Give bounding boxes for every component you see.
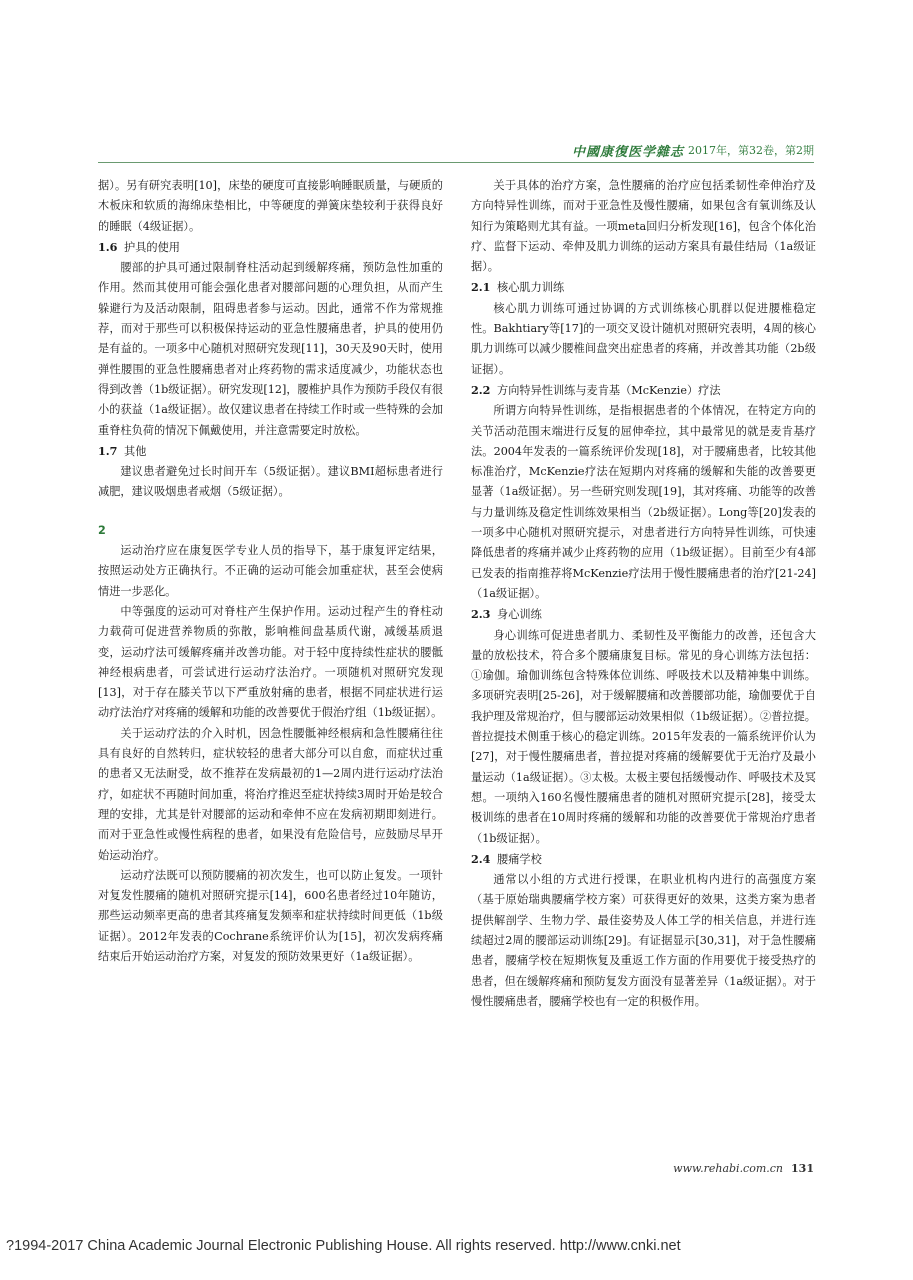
section-title: 核心肌力训练 [497, 281, 565, 295]
section-number: 1.6 [98, 239, 118, 254]
paragraph: 运动疗法既可以预防腰痛的初次发生，也可以防止复发。一项针对复发性腰痛的随机对照研究提示[14]，600名患者经过10年随访，那些运动频率更高的患者其疼痛复发频率和症状持续时间更低（1b级证据）。2012年发表的Cochrane系统评价认为[15]，初次发病疼痛结束后开始运动治疗方案，对复发的预防效果更好（1a级证据）。 [98, 868, 443, 963]
copyright-notice: ?1994-2017 China Academic Journal Electronic Publishing House. All rights reserved. http://www.cnki.net [6, 1238, 681, 1254]
paragraph: 关于运动疗法的介入时机，因急性腰骶神经根病和急性腰痛往往具有良好的自然转归，症状较轻的患者大部分可以自愈，而症状过重的患者又无法耐受，故不推荐在发病最初的1—2周内进行运动疗法治疗，如症状不再随时间加重，将治疗推迟至症状持续3周时开始是较合理的安排，尤其是针对腰部的运动和牵伸不应在发病初期即刻进行。而对于亚急性或慢性病程的患者，如果没有危险信号，应鼓励尽早开始运动治疗。 [98, 726, 443, 862]
paragraph: 通常以小组的方式进行授课，在职业机构内进行的高强度方案（基于原始瑞典腰痛学校方案）可获得更好的效果，这类方案为患者提供解剖学、生物力学、最佳姿势及人体工学的相关信息，并进行连续超过2周的腰部运动训练[29]。有证据显示[30,31]，对于急性腰痛患者，腰痛学校在短期恢复及重返工作方面的作用要优于接受热疗的患者，但在缓解疼痛和预防复发方面没有显著差异（1a级证据）。对于慢性腰痛患者，腰痛学校也有一定的积极作用。 [471, 873, 816, 1008]
section-number: 2.3 [471, 607, 491, 622]
section-heading-2-1 [471, 277, 816, 298]
paragraph: 身心训练可促进患者肌力、柔韧性及平衡能力的改善，还包含大量的放松技术，符合多个腰痛康复目标。常见的身心训练方法包括：①瑜伽。瑜伽训练包含特殊体位训练、呼吸技术以及精神集中训练。多项研究表明[25-26]，对于缓解腰痛和改善腰部功能，瑜伽要优于自我护理及常规治疗，但与腰部运动效果相似（1b级证据）。②普拉提。普拉提技术侧重于核心的稳定训练。2015年发表的一篇系统评价认为[27]，对于慢性腰痛患者，普拉提对疼痛的缓解要优于无治疗及最小量运动（1a级证据）。③太极。太极主要包括缓慢动作、呼吸技术及冥想。一项纳入160名慢性腰痛患者的随机对照研究提示[28]，接受太极训练的患者在10周时疼痛的缓解和功能的改善要优于常规治疗患者（1b级证据）。 [471, 628, 816, 845]
header-divider [98, 162, 814, 163]
left-column [98, 176, 443, 967]
section-title: 护具的使用 [124, 240, 180, 254]
paragraph: 中等强度的运动可对脊柱产生保护作用。运动过程产生的脊柱动力载荷可促进营养物质的弥散，影响椎间盘基质代谢，减缓基质退变，运动疗法可缓解疼痛并改善功能。对于轻中度持续性症状的腰骶神经根病患者，可尝试进行运动疗法治疗。一项随机对照研究发现[13]，对于存在膝关节以下严重放射痛的患者，根据不同症状进行运动疗法治疗对疼痛的缓解和功能的改善要优于假治疗组（1b级证据）。 [98, 604, 443, 720]
issue-info: 2017年，第32卷，第2期 [688, 144, 814, 157]
section-number: 1.7 [98, 443, 118, 458]
paragraph: 运动治疗应在康复医学专业人员的指导下，基于康复评定结果，按照运动处方正确执行。不正确的运动可能会加重症状，甚至会使病情进一步恶化。 [98, 544, 443, 598]
section-number: 2.1 [471, 280, 491, 295]
paragraph: 建议患者避免过长时间开车（5级证据）。建议BMI超标患者进行减肥，建议吸烟患者戒烟（5级证据）。 [98, 465, 443, 499]
section-title: 方向特异性训练与麦肯基（McKenzie）疗法 [497, 383, 721, 397]
running-header [560, 140, 814, 160]
paragraph: 据）。另有研究表明[10]，床垫的硬度可直接影响睡眠质量，与硬质的木板床和软质的海绵床垫相比，中等硬度的弹簧床垫较利于获得良好的睡眠（4级证据）。 [98, 179, 443, 233]
section-heading-2: 2 [98, 523, 106, 537]
section-heading-1-6 [98, 237, 443, 258]
section-title: 其他 [124, 444, 147, 458]
section-number: 2.4 [471, 851, 491, 866]
page-number: 131 [791, 1162, 814, 1175]
section-heading-2-2 [471, 380, 816, 401]
section-heading-2-4 [471, 849, 816, 870]
paragraph: 腰部的护具可通过限制脊柱活动起到缓解疼痛，预防急性加重的作用。然而其使用可能会强化患者对腰部问题的心理负担，从而产生躲避行为及活动限制，阻碍患者参与运动。因此，通常不作为常规推荐，而对于那些可以积极保持运动的亚急性腰痛患者，护具的使用仍是有益的。一项多中心随机对照研究发现[11]，30天及90天时，使用弹性腰围的亚急性腰痛患者对止疼药物的需求适度减少，功能状态也得到改善（1b级证据）。研究发现[12]，腰椎护具作为预防手段仅有很小的获益（1a级证据）。故仅建议患者在持续工作时或一些特殊的会加重脊柱负荷的情况下佩戴使用，并注意需要定时放松。 [98, 261, 443, 437]
page-footer [560, 1162, 814, 1175]
section-number: 2.2 [471, 382, 491, 397]
journal-url: www.rehabi.com.cn [673, 1162, 784, 1175]
section-title: 身心训练 [497, 608, 542, 622]
right-column [471, 176, 816, 1012]
paragraph: 核心肌力训练可通过协调的方式训练核心肌群以促进腰椎稳定性。Bakhtiary等[17]的一项交叉设计随机对照研究表明，4周的核心肌力训练可以减少腰椎间盘突出症患者的疼痛，并改善其功能（2b级证据）。 [471, 301, 816, 376]
section-heading-1-7 [98, 441, 443, 462]
section-title: 腰痛学校 [497, 852, 542, 866]
section-heading-2-3 [471, 604, 816, 625]
paragraph: 关于具体的治疗方案，急性腰痛的治疗应包括柔韧性牵伸治疗及方向特异性训练，而对于亚急性及慢性腰痛，如果包含有氧训练及认知行为策略则尤其有益。一项meta回归分析发现[16]，包含个体化治疗、监督下运动、牵伸及肌力训练的运动方案具有最佳结局（1a级证据）。 [471, 179, 816, 274]
journal-name: 中國康復医学雜志 [571, 144, 684, 160]
paragraph: 所谓方向特异性训练，是指根据患者的个体情况，在特定方向的关节活动范围末端进行反复的屈伸牵拉，其中最常见的就是麦肯基疗法。2004年发表的一篇系统评价发现[18]，对于腰痛患者，比较其他标准治疗，McKenzie疗法在短期内对疼痛的缓解和失能的改善要更显著（1a级证据）。另一些研究则发现[19]，其对疼痛、功能等的改善与力量训练及稳定性训练效果相当（2b级证据）。Long等[20]发表的一项多中心随机对照研究提示，对患者进行方向特异性训练，可快速降低患者的疼痛并减少止疼药物的应用（1b级证据）。目前至少有4部已发表的指南推荐将McKenzie疗法用于慢性腰痛患者的治疗[21-24]（1a级证据）。 [471, 404, 816, 600]
